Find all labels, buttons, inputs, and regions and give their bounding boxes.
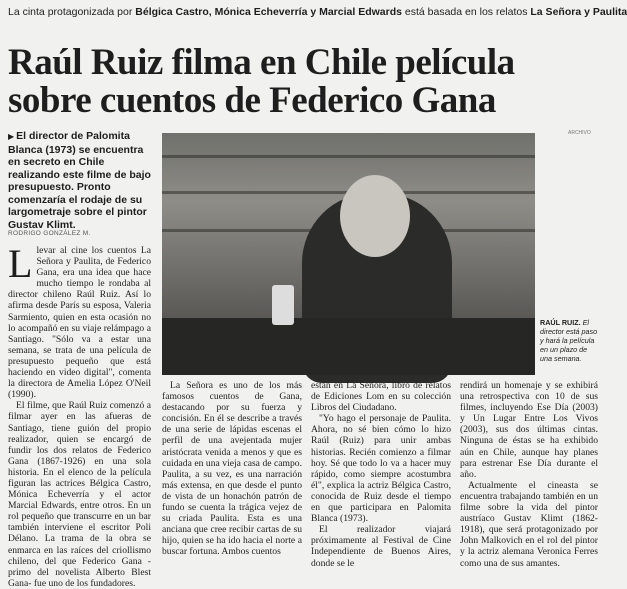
body-paragraph: rendirá un homenaje y se exhibirá una retrospectiva con 10 de sus filmes, incluyendo Ese Día (2003) y Un Lugar Entre Los Vivos (2003), sus dos últimas cintas. Ninguna de éstas se ha exhibido aún en Chile, aunque hay planes para estrenar Ese Día durante el año.: [460, 380, 598, 480]
kicker-pre: La cinta protagonizada por: [8, 6, 136, 18]
headline-line-1: Raúl Ruiz filma en Chile película: [8, 42, 515, 83]
caption-name: RAÚL RUIZ.: [540, 318, 581, 327]
body-column-1: [8, 241, 151, 589]
body-paragraph: "Yo hago el personaje de Paulita. Ahora, no sé bien cómo lo hizo Raúl (Ruiz) para unir ambas historias. Recién comienzo a filmar hoy. Sé que todo lo va a hacer muy rápido, como siempre acostumbra él", explica la actriz Bélgica Castro, conocida de Ruiz desde el tiempo en que participara en Palomita Blanca (1973).: [311, 413, 451, 525]
body-paragraph: Actualmente el cineasta se encuentra trabajando también en un filme sobre la vida del pintor austríaco Gustav Klimt (1862-1918), que será protagonizado por John Malkovich en el rol del pintor y la actriz alemana Veronica Ferres como una de sus amantes.: [460, 479, 598, 569]
body-paragraph: El realizador viajará próximamente al Festival de Cine Independiente de Buenos Aires, donde se le: [311, 524, 451, 569]
headline: [8, 44, 598, 120]
body-paragraph: La Señora es uno de los más famosos cuentos de Gana, destacando por su fuerza y concisión. En él se describe a través de una serie de lápidas escenas el perfil de una avejentada mujer aristócrata venida a menos y que es cuidada en una vieja casa de campo. Paulita, a su vez, es una narración más extensa, en que desde el punto de vista de un honachón patrón de fundo se cuenta la trágica vejez de su criada Paulita. Esta es una anciana que cree recibir cartas de su hijo, quien se ha ido hacia el norte a buscar fortuna. Ambos cuentos: [162, 380, 302, 558]
triangle-bullet-icon: ▶: [8, 132, 15, 141]
body-column-2: [162, 380, 302, 558]
deck-text: El director de Palomita Blanca (1973) se encuentra en secreto en Chile realizando este filme de bajo presupuesto. Pronto comenzaría el rodaje de su largometraje sobre el pintor Gustav Klimt.: [8, 130, 151, 231]
body-paragraph: El filme, que Raúl Ruiz comenzó a filmar ayer en las afueras de Santiago, tiene guión del propio realizador, quien se encargó de fundir los dos relatos de Federico Gana (1867-1926) en una sola historia. En el elenco de la película figuran las actrices Bélgica Castro, Mónica Echeverría y el actor Marcial Edwards, entre otros. En un rol pequeño que transcurre en un bar también interviene el escritor Poli Délano. La trama de la obra se enmarca en las raíces del criollismo chileno, del que Federico Gana -primo del novelista Alberto Blest Gana- fue uno de los fundadores.: [8, 400, 151, 589]
photo-head: [340, 175, 410, 257]
byline: RODRIGO GONZÁLEZ M.: [8, 230, 91, 237]
photo-credit: ARCHIVO: [568, 130, 591, 136]
body-paragraph: están en La Señora, libro de relatos de Ediciones Lom en su colección Libros del Ciudadano.: [311, 380, 451, 414]
caption-text: El director está paso y hará la película en un plazo de una semana.: [540, 318, 598, 363]
photo-glass: [272, 285, 294, 325]
photo-table: [162, 318, 535, 375]
drop-cap: L: [8, 241, 33, 286]
photo-caption: [540, 318, 598, 363]
kicker-works: La Señora y Paulita: [530, 6, 627, 18]
article-photo: [162, 133, 535, 375]
kicker: [8, 6, 627, 18]
photo-shelf: [162, 155, 535, 158]
headline-line-2: sobre cuentos de Federico Gana: [8, 80, 496, 121]
body-paragraph: levar al cine los cuentos La Señora y Paulita, de Federico Gana, era una idea que hace mucho tiempo le rondaba al director chileno Raúl Ruiz. Así lo afirma desde París su esposa, Valeria Sarmiento, quien en esta ocasión no lo acompañó en su viaje relámpago a Santiago. "Sólo va a estar una semana, se trata de una película de presupuesto pequeño que está haciendo en video digital", comenta la directora de Amelia López O'Neil (1990).: [8, 245, 151, 401]
deck: [8, 130, 158, 231]
body-column-3: [311, 380, 451, 569]
body-column-4: [460, 380, 598, 569]
kicker-mid: está basada en los relatos: [401, 6, 531, 18]
kicker-cast: Bélgica Castro, Mónica Echeverría y Marcial Edwards: [135, 6, 402, 18]
